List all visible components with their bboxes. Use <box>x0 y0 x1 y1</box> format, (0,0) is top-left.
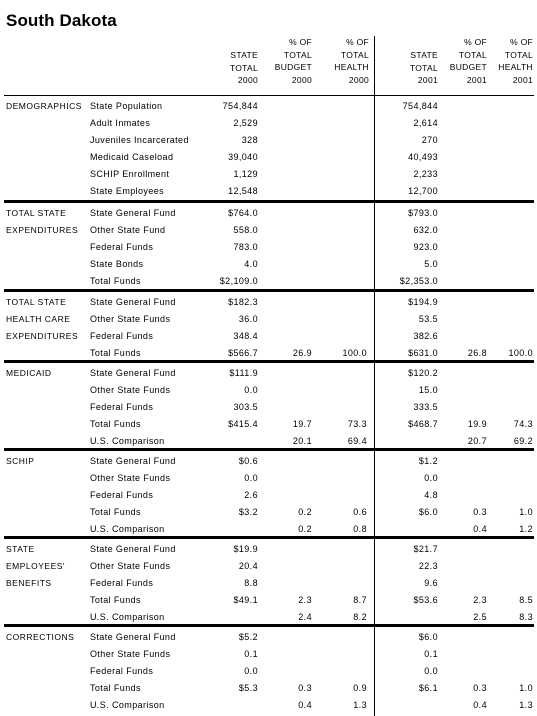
cell-value: 558.0 <box>233 225 258 235</box>
header-line: % OF <box>346 37 369 47</box>
row-label: Other State Funds <box>90 473 171 483</box>
row-label: State General Fund <box>90 456 176 466</box>
table-row <box>0 541 537 558</box>
table-row <box>0 629 537 646</box>
row-label: U.S. Comparison <box>90 436 165 446</box>
section-name-line: DEMOGRAPHICS <box>6 101 82 111</box>
cell-value: 74.3 <box>513 419 533 429</box>
cell-value: $5.3 <box>238 683 258 693</box>
cell-value: 0.1 <box>424 649 438 659</box>
table-row <box>0 149 537 166</box>
section-name-line: TOTAL STATE <box>6 208 67 218</box>
cell-value: 36.0 <box>238 314 258 324</box>
cell-value: 26.8 <box>467 348 487 358</box>
row-label: Other State Fund <box>90 225 166 235</box>
cell-value: 20.1 <box>292 436 312 446</box>
row-label: Medicaid Caseload <box>90 152 174 162</box>
table-row <box>0 183 537 200</box>
cell-value: $182.3 <box>228 297 258 307</box>
section-name-line: EMPLOYEES' <box>6 561 66 571</box>
table-row <box>0 470 537 487</box>
table-row <box>0 575 537 592</box>
cell-value: 9.6 <box>424 578 438 588</box>
section-name-line: TOTAL STATE <box>6 297 67 307</box>
section-divider <box>4 536 534 539</box>
row-label: State Bonds <box>90 259 144 269</box>
row-label: Federal Funds <box>90 402 154 412</box>
header-line: 2000 <box>291 74 312 85</box>
row-label: Federal Funds <box>90 490 154 500</box>
section-name-line: STATE <box>6 544 35 554</box>
table-row <box>0 205 537 222</box>
table-row <box>0 311 537 328</box>
row-label: Total Funds <box>90 276 141 286</box>
section-divider <box>4 200 534 203</box>
cell-value: $0.6 <box>238 456 258 466</box>
cell-value: $19.9 <box>233 544 258 554</box>
header-line: TOTAL <box>229 62 258 73</box>
cell-value: 2,614 <box>413 118 438 128</box>
section-divider <box>4 360 534 363</box>
cell-value: 8.7 <box>353 595 367 605</box>
section-name-line: EXPENDITURES <box>6 225 79 235</box>
cell-value: 8.3 <box>519 612 533 622</box>
header-line: % OF <box>289 37 312 47</box>
cell-value: $6.1 <box>418 683 438 693</box>
cell-value: 19.7 <box>292 419 312 429</box>
cell-value: 328 <box>241 135 258 145</box>
section-name-line: BENEFITS <box>6 578 52 588</box>
section-divider <box>4 448 534 451</box>
table-row <box>0 399 537 416</box>
cell-value: 754,844 <box>222 101 258 111</box>
table-row <box>0 646 537 663</box>
cell-value: $631.0 <box>408 348 438 358</box>
cell-value: 22.3 <box>418 561 438 571</box>
cell-value: 2.3 <box>473 595 487 605</box>
cell-value: 2.5 <box>473 612 487 622</box>
cell-value: 69.4 <box>347 436 367 446</box>
cell-value: 12,700 <box>408 186 438 196</box>
cell-value: 0.0 <box>424 666 438 676</box>
cell-value: 100.0 <box>508 348 533 358</box>
section-divider <box>4 624 534 627</box>
cell-value: 0.3 <box>473 507 487 517</box>
cell-value: $120.2 <box>408 368 438 378</box>
section-name-line: EXPENDITURES <box>6 331 79 341</box>
cell-value: 0.2 <box>298 507 312 517</box>
cell-value: 0.2 <box>298 524 312 534</box>
table-row <box>0 115 537 132</box>
header-line: HEALTH <box>498 62 533 72</box>
table-row <box>0 592 537 609</box>
cell-value: 923.0 <box>413 242 438 252</box>
header-line: 2001 <box>512 74 533 85</box>
header-line: STATE <box>410 50 438 60</box>
cell-value: 5.0 <box>424 259 438 269</box>
row-label: U.S. Comparison <box>90 524 165 534</box>
cell-value: 15.0 <box>418 385 438 395</box>
cell-value: 303.5 <box>233 402 258 412</box>
cell-value: $2,353.0 <box>399 276 438 286</box>
header-line: TOTAL <box>458 49 487 60</box>
cell-value: 69.2 <box>513 436 533 446</box>
cell-value: $415.4 <box>228 419 258 429</box>
cell-value: 19.9 <box>467 419 487 429</box>
section-name-line: MEDICAID <box>6 368 52 378</box>
cell-value: 1.2 <box>519 524 533 534</box>
table-row <box>0 365 537 382</box>
cell-value: 783.0 <box>233 242 258 252</box>
row-label: State General Fund <box>90 368 176 378</box>
header-line: HEALTH <box>334 62 369 72</box>
row-label: State Population <box>90 101 163 111</box>
section-name-line: SCHIP <box>6 456 35 466</box>
row-label: Total Funds <box>90 419 141 429</box>
row-label: State General Fund <box>90 632 176 642</box>
cell-value: 0.0 <box>424 473 438 483</box>
row-label: U.S. Comparison <box>90 700 165 710</box>
cell-value: 382.6 <box>413 331 438 341</box>
cell-value: 2.6 <box>244 490 258 500</box>
table-row <box>0 166 537 183</box>
header-line: STATE <box>230 50 258 60</box>
cell-value: 0.8 <box>353 524 367 534</box>
cell-value: 2.4 <box>298 612 312 622</box>
cell-value: $764.0 <box>228 208 258 218</box>
cell-value: 0.4 <box>473 524 487 534</box>
cell-value: 8.2 <box>353 612 367 622</box>
table-row <box>0 256 537 273</box>
cell-value: 1.3 <box>353 700 367 710</box>
row-label: Federal Funds <box>90 242 154 252</box>
cell-value: 0.3 <box>298 683 312 693</box>
cell-value: 0.0 <box>244 473 258 483</box>
cell-value: 73.3 <box>347 419 367 429</box>
section-name-line: HEALTH CARE <box>6 314 71 324</box>
cell-value: 26.9 <box>292 348 312 358</box>
cell-value: 20.4 <box>238 561 258 571</box>
cell-value: 270 <box>421 135 438 145</box>
cell-value: 348.4 <box>233 331 258 341</box>
cell-value: 12,548 <box>228 186 258 196</box>
header-line: 2001 <box>466 74 487 85</box>
cell-value: $1.2 <box>418 456 438 466</box>
cell-value: 0.9 <box>353 683 367 693</box>
cell-value: $468.7 <box>408 419 438 429</box>
header-line: TOTAL <box>504 49 533 60</box>
cell-value: 4.8 <box>424 490 438 500</box>
cell-value: 53.5 <box>418 314 438 324</box>
section-divider <box>4 95 534 96</box>
row-label: Other State Funds <box>90 649 171 659</box>
table-row <box>0 416 537 433</box>
header-pct-budget-2000 <box>275 36 312 86</box>
row-label: Federal Funds <box>90 666 154 676</box>
cell-value: 0.4 <box>473 700 487 710</box>
cell-value: 8.8 <box>244 578 258 588</box>
cell-value: 40,493 <box>408 152 438 162</box>
section-divider <box>4 289 534 292</box>
row-label: Total Funds <box>90 595 141 605</box>
row-label: Total Funds <box>90 507 141 517</box>
section-name-line: CORRECTIONS <box>6 632 75 642</box>
table-row <box>0 98 537 115</box>
table-row <box>0 504 537 521</box>
row-label: Juveniles Incarcerated <box>90 135 189 145</box>
header-line: TOTAL <box>409 62 438 73</box>
table-row <box>0 328 537 345</box>
cell-value: 0.0 <box>244 666 258 676</box>
header-pct-health-2000 <box>334 36 369 86</box>
header-line: 2001 <box>417 75 438 85</box>
row-label: Other State Funds <box>90 561 171 571</box>
cell-value: 1.0 <box>519 507 533 517</box>
cell-value: 0.1 <box>244 649 258 659</box>
row-label: SCHIP Enrollment <box>90 169 170 179</box>
cell-value: $793.0 <box>408 208 438 218</box>
cell-value: 754,844 <box>402 101 438 111</box>
cell-value: $111.9 <box>229 368 258 378</box>
row-label: State General Fund <box>90 297 176 307</box>
cell-value: 100.0 <box>342 348 367 358</box>
header-line: 2000 <box>237 75 258 85</box>
cell-value: 0.3 <box>473 683 487 693</box>
table-row <box>0 663 537 680</box>
cell-value: $2,109.0 <box>219 276 258 286</box>
cell-value: 4.0 <box>244 259 258 269</box>
cell-value: 0.0 <box>244 385 258 395</box>
header-state-total-2001 <box>410 49 438 87</box>
cell-value: 2.3 <box>298 595 312 605</box>
header-state-total-2000 <box>230 49 258 87</box>
table-row <box>0 294 537 311</box>
row-label: State General Fund <box>90 544 176 554</box>
cell-value: 1.3 <box>519 700 533 710</box>
cell-value: 0.4 <box>298 700 312 710</box>
header-line: TOTAL <box>340 49 369 60</box>
table-row <box>0 697 537 714</box>
cell-value: $21.7 <box>413 544 438 554</box>
cell-value: $53.6 <box>413 595 438 605</box>
row-label: Other State Funds <box>90 314 171 324</box>
row-label: Federal Funds <box>90 331 154 341</box>
table-row <box>0 382 537 399</box>
row-label: Other State Funds <box>90 385 171 395</box>
header-pct-health-2001 <box>498 36 533 86</box>
table-row <box>0 273 537 290</box>
header-line: 2000 <box>348 74 369 85</box>
table-row <box>0 453 537 470</box>
table-row <box>0 558 537 575</box>
page-title: South Dakota <box>6 11 117 30</box>
row-label: State Employees <box>90 186 165 196</box>
table-row <box>0 222 537 239</box>
cell-value: $6.0 <box>418 632 438 642</box>
cell-value: 1,129 <box>233 169 258 179</box>
header-line: % OF <box>510 37 533 47</box>
header-line: BUDGET <box>274 62 312 72</box>
cell-value: 2,529 <box>233 118 258 128</box>
row-label: Total Funds <box>90 683 141 693</box>
table-row <box>0 487 537 504</box>
table-row <box>0 239 537 256</box>
cell-value: 20.7 <box>467 436 487 446</box>
table-row <box>0 132 537 149</box>
cell-value: $5.2 <box>238 632 258 642</box>
header-line: TOTAL <box>283 49 312 60</box>
cell-value: $6.0 <box>418 507 438 517</box>
row-label: State General Fund <box>90 208 176 218</box>
cell-value: 2,233 <box>413 169 438 179</box>
cell-value: 1.0 <box>519 683 533 693</box>
table-row <box>0 680 537 697</box>
header-pct-budget-2001 <box>450 36 487 86</box>
cell-value: $194.9 <box>408 297 438 307</box>
row-label: Adult Inmates <box>90 118 151 128</box>
cell-value: 39,040 <box>228 152 258 162</box>
row-label: U.S. Comparison <box>90 612 165 622</box>
cell-value: $49.1 <box>233 595 258 605</box>
header-line: % OF <box>464 37 487 47</box>
cell-value: 8.5 <box>519 595 533 605</box>
header-line: BUDGET <box>449 62 487 72</box>
row-label: Federal Funds <box>90 578 154 588</box>
cell-value: 632.0 <box>413 225 438 235</box>
cell-value: 0.6 <box>353 507 367 517</box>
cell-value: $3.2 <box>238 507 258 517</box>
cell-value: $566.7 <box>228 348 258 358</box>
cell-value: 333.5 <box>413 402 438 412</box>
row-label: Total Funds <box>90 348 141 358</box>
